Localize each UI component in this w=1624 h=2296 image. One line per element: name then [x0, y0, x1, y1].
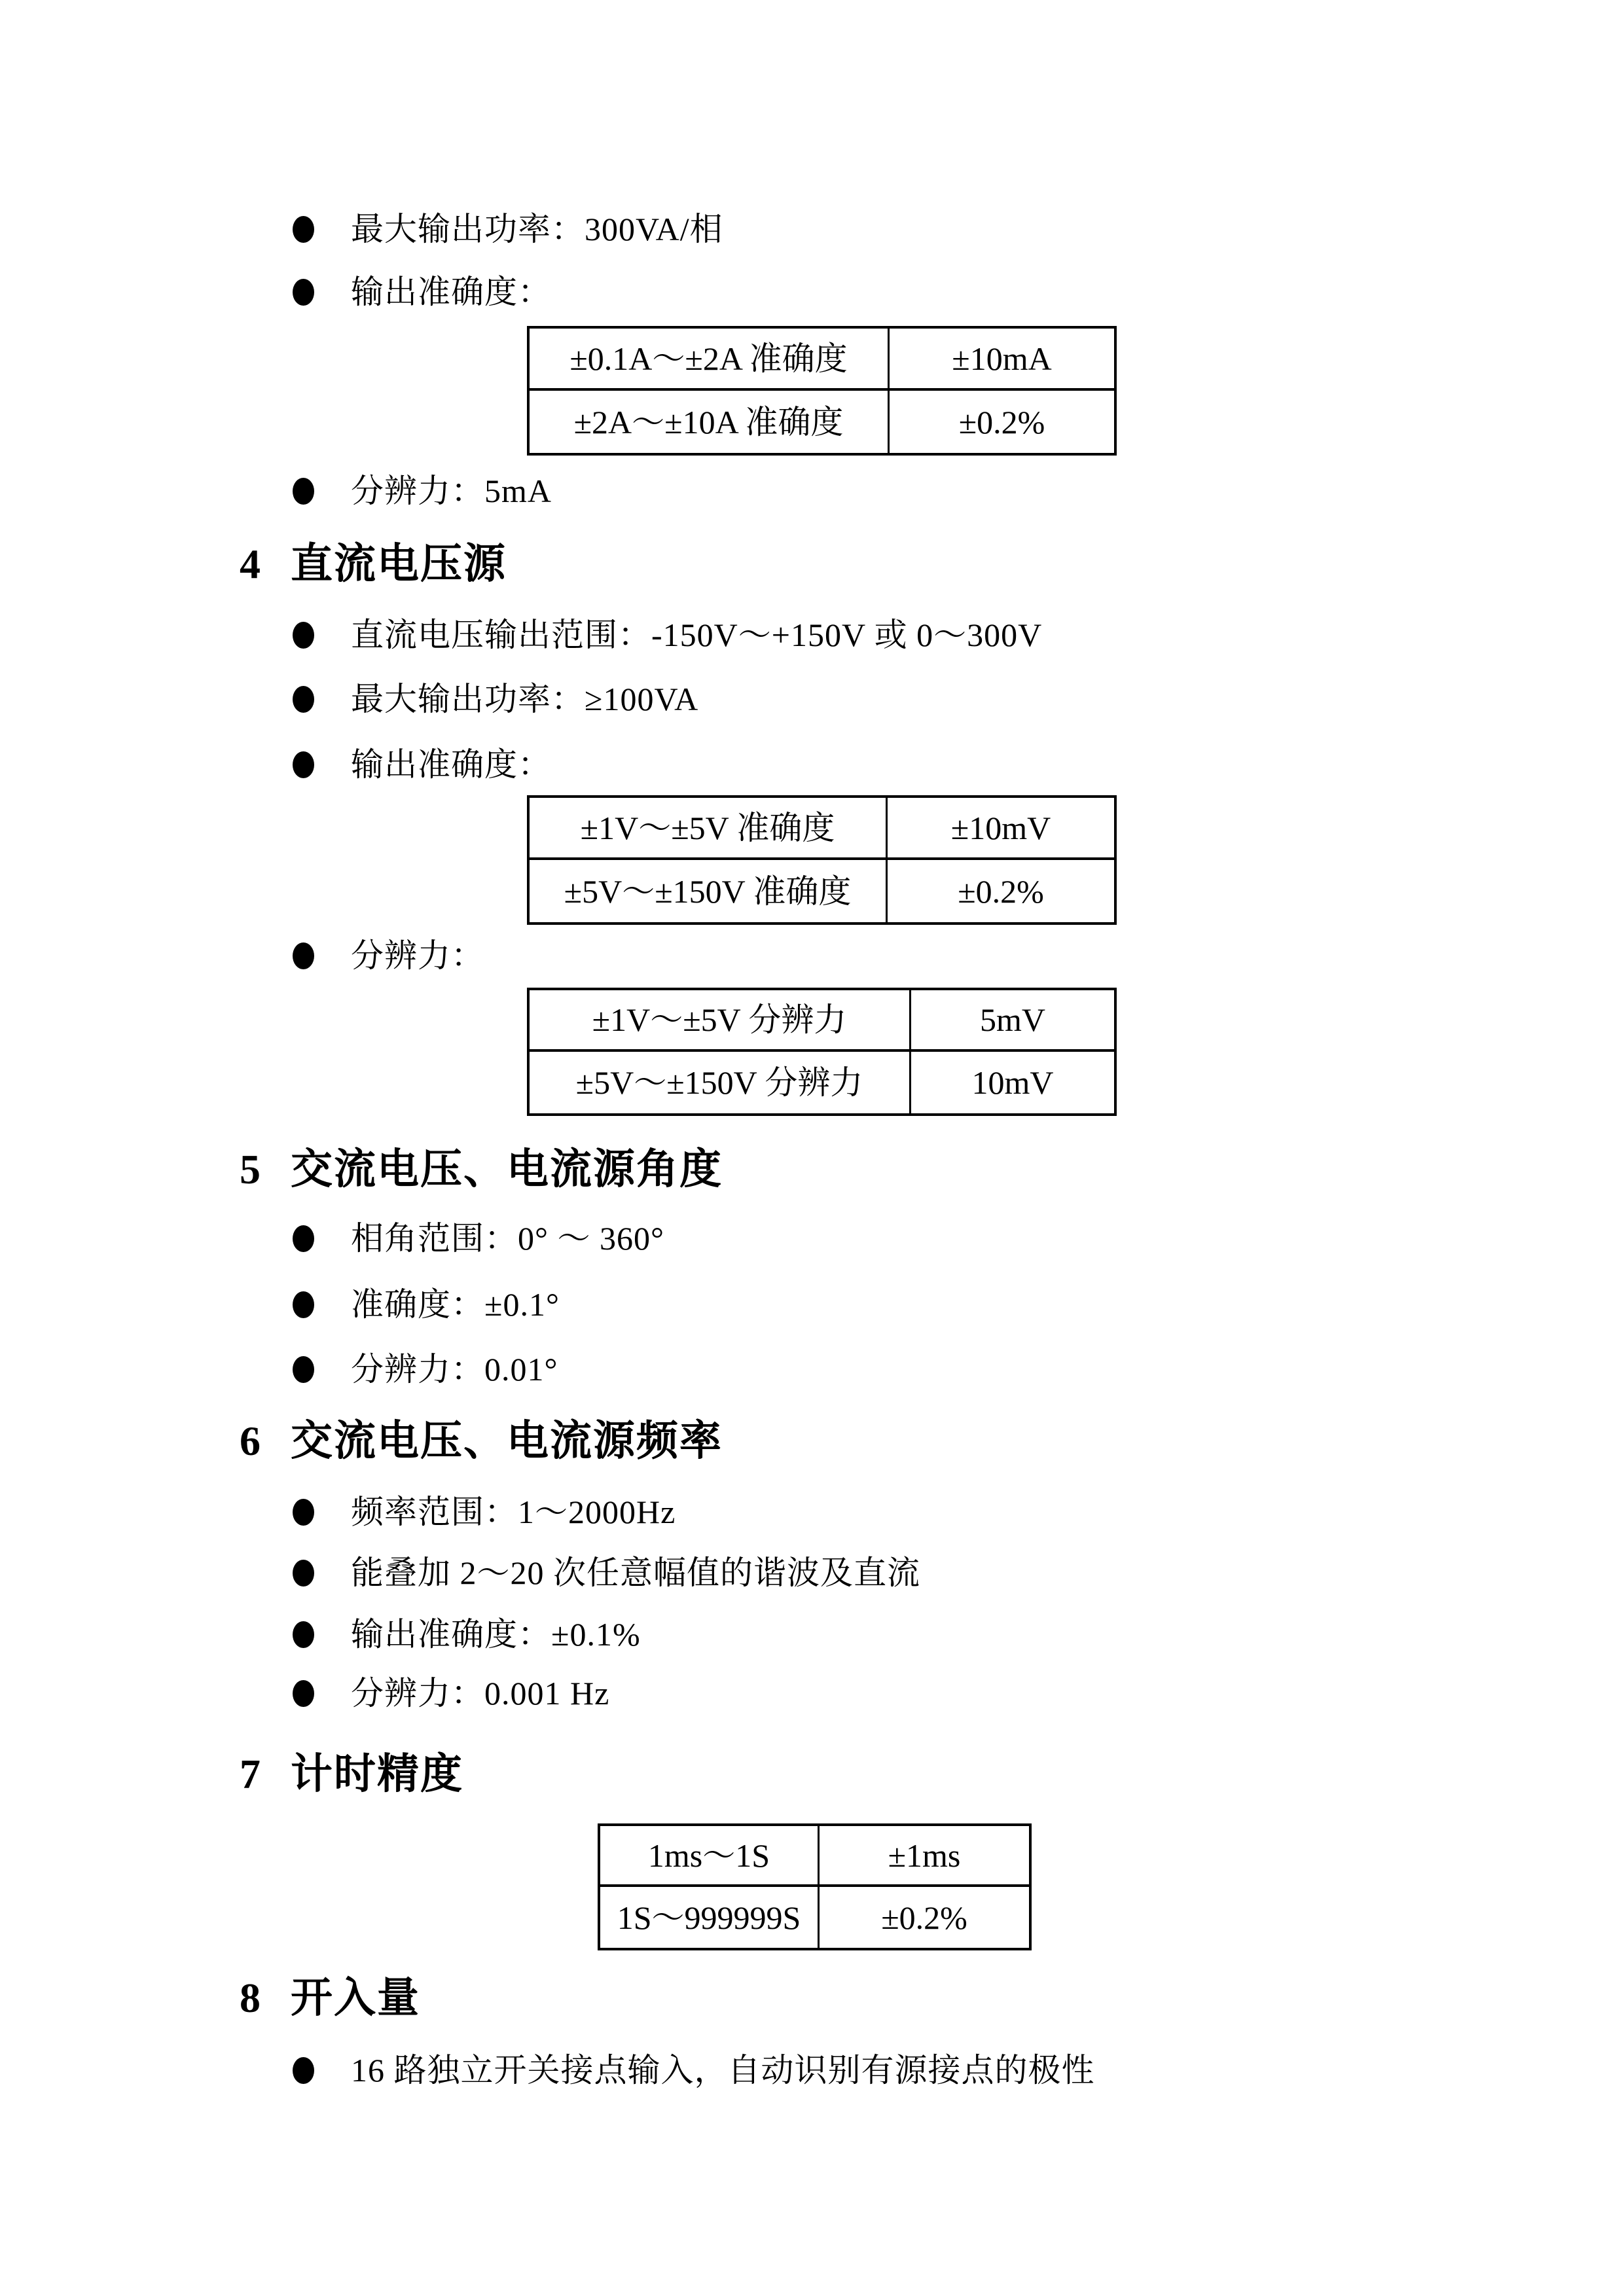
- table-cell-value: ±10mA: [890, 329, 1114, 391]
- table-cell-value: 10mV: [971, 1064, 1054, 1101]
- bullet-icon: [293, 686, 314, 713]
- table-cell-range: 1S～999999S: [600, 1887, 820, 1948]
- bullet-text: 输出准确度：: [351, 274, 551, 310]
- bullet-text: 输出准确度：±0.1%: [351, 1616, 641, 1653]
- bullet-icon: [293, 1560, 314, 1587]
- bullet-icon: [293, 279, 314, 306]
- bullet-binary-channels: [293, 2041, 1095, 2100]
- bullet-harmonics: [293, 1543, 920, 1602]
- table-cell-value: ±0.2%: [881, 1899, 967, 1936]
- bullet-text: 准确度：±0.1°: [351, 1286, 560, 1323]
- table-cell-range: ±5V～±150V 准确度: [530, 860, 888, 922]
- bullet-text: 16 路独立开关接点输入，自动识别有源接点的极性: [351, 2052, 1095, 2089]
- bullet-dc-accuracy: [293, 735, 551, 794]
- voltage-accuracy-table: [527, 795, 1117, 925]
- bullet-text: 分辨力：5mA: [351, 473, 552, 509]
- bullet-dc-max-power: [293, 670, 698, 728]
- current-accuracy-table: [527, 326, 1117, 456]
- bullet-dc-output-range: [293, 605, 1042, 664]
- bullet-angle-resolution: [293, 1340, 558, 1399]
- heading-number: 8: [240, 1975, 261, 2021]
- heading-title: 开入量: [291, 1975, 420, 2021]
- table-cell-range: ±1V～±5V 准确度: [530, 798, 888, 860]
- table-cell-value: ±10mV: [888, 798, 1114, 860]
- table-cell-value: 5mV: [911, 990, 1114, 1052]
- heading-number: 4: [240, 541, 261, 587]
- table-cell-range: ±2A～±10A 准确度: [530, 391, 890, 453]
- table-cell-range: ±5V～±150V 分辨力: [530, 1052, 911, 1113]
- table-cell-value: ±0.2%: [958, 403, 1045, 440]
- bullet-icon: [293, 1225, 314, 1252]
- bullet-icon: [293, 1621, 314, 1648]
- bullet-max-output-power: [293, 200, 723, 259]
- bullet-text: 相角范围：0° ～ 360°: [351, 1220, 664, 1257]
- bullet-text: 最大输出功率：≥100VA: [351, 681, 699, 717]
- table-cell-value: ±1ms: [820, 1826, 1029, 1887]
- bullet-icon: [293, 942, 314, 969]
- section-heading-ac-angle: [240, 1138, 723, 1201]
- bullet-icon: [293, 1356, 314, 1383]
- bullet-icon: [293, 751, 314, 778]
- heading-number: 6: [240, 1418, 261, 1464]
- bullet-text: 分辨力：0.01°: [351, 1351, 558, 1388]
- table-cell-value: ±0.2%: [958, 872, 1044, 910]
- bullet-phase-range: [293, 1209, 664, 1268]
- heading-title: 交流电压、电流源频率: [291, 1418, 723, 1464]
- bullet-text: 最大输出功率：300VA/相: [351, 211, 723, 247]
- table-cell-range: ±1V～±5V 分辨力: [530, 990, 911, 1052]
- timing-accuracy-table: [598, 1823, 1032, 1950]
- bullet-resolution: [293, 461, 552, 520]
- bullet-text: 分辨力：0.001 Hz: [351, 1675, 610, 1712]
- heading-title: 直流电压源: [291, 541, 507, 587]
- bullet-text: 能叠加 2～20 次任意幅值的谐波及直流: [351, 1554, 920, 1591]
- bullet-angle-accuracy: [293, 1275, 560, 1334]
- section-heading-dc-voltage: [240, 533, 507, 596]
- heading-number: 5: [240, 1146, 261, 1193]
- heading-number: 7: [240, 1751, 261, 1797]
- bullet-icon: [293, 2057, 314, 2084]
- bullet-freq-range: [293, 1482, 676, 1541]
- section-heading-binary-input: [240, 1967, 420, 2030]
- bullet-icon: [293, 216, 314, 243]
- bullet-text: 频率范围：1～2000Hz: [351, 1494, 676, 1530]
- section-heading-ac-frequency: [240, 1410, 723, 1473]
- heading-title: 计时精度: [291, 1751, 463, 1797]
- bullet-freq-resolution: [293, 1664, 609, 1723]
- bullet-output-accuracy: [293, 262, 551, 321]
- bullet-icon: [293, 622, 314, 649]
- bullet-icon: [293, 1499, 314, 1526]
- bullet-text: 输出准确度：: [351, 746, 551, 783]
- bullet-icon: [293, 478, 314, 505]
- bullet-icon: [293, 1291, 314, 1318]
- bullet-dc-resolution: [293, 926, 484, 985]
- section-heading-timing: [240, 1743, 463, 1806]
- bullet-freq-accuracy: [293, 1605, 641, 1664]
- voltage-resolution-table: [527, 988, 1117, 1116]
- table-cell-range: 1ms～1S: [600, 1826, 820, 1887]
- bullet-text: 分辨力：: [351, 937, 484, 974]
- table-cell-range: ±0.1A～±2A 准确度: [530, 329, 890, 391]
- heading-title: 交流电压、电流源角度: [291, 1146, 723, 1193]
- bullet-text: 直流电压输出范围：-150V～+150V 或 0～300V: [351, 617, 1043, 653]
- bullet-icon: [293, 1680, 314, 1707]
